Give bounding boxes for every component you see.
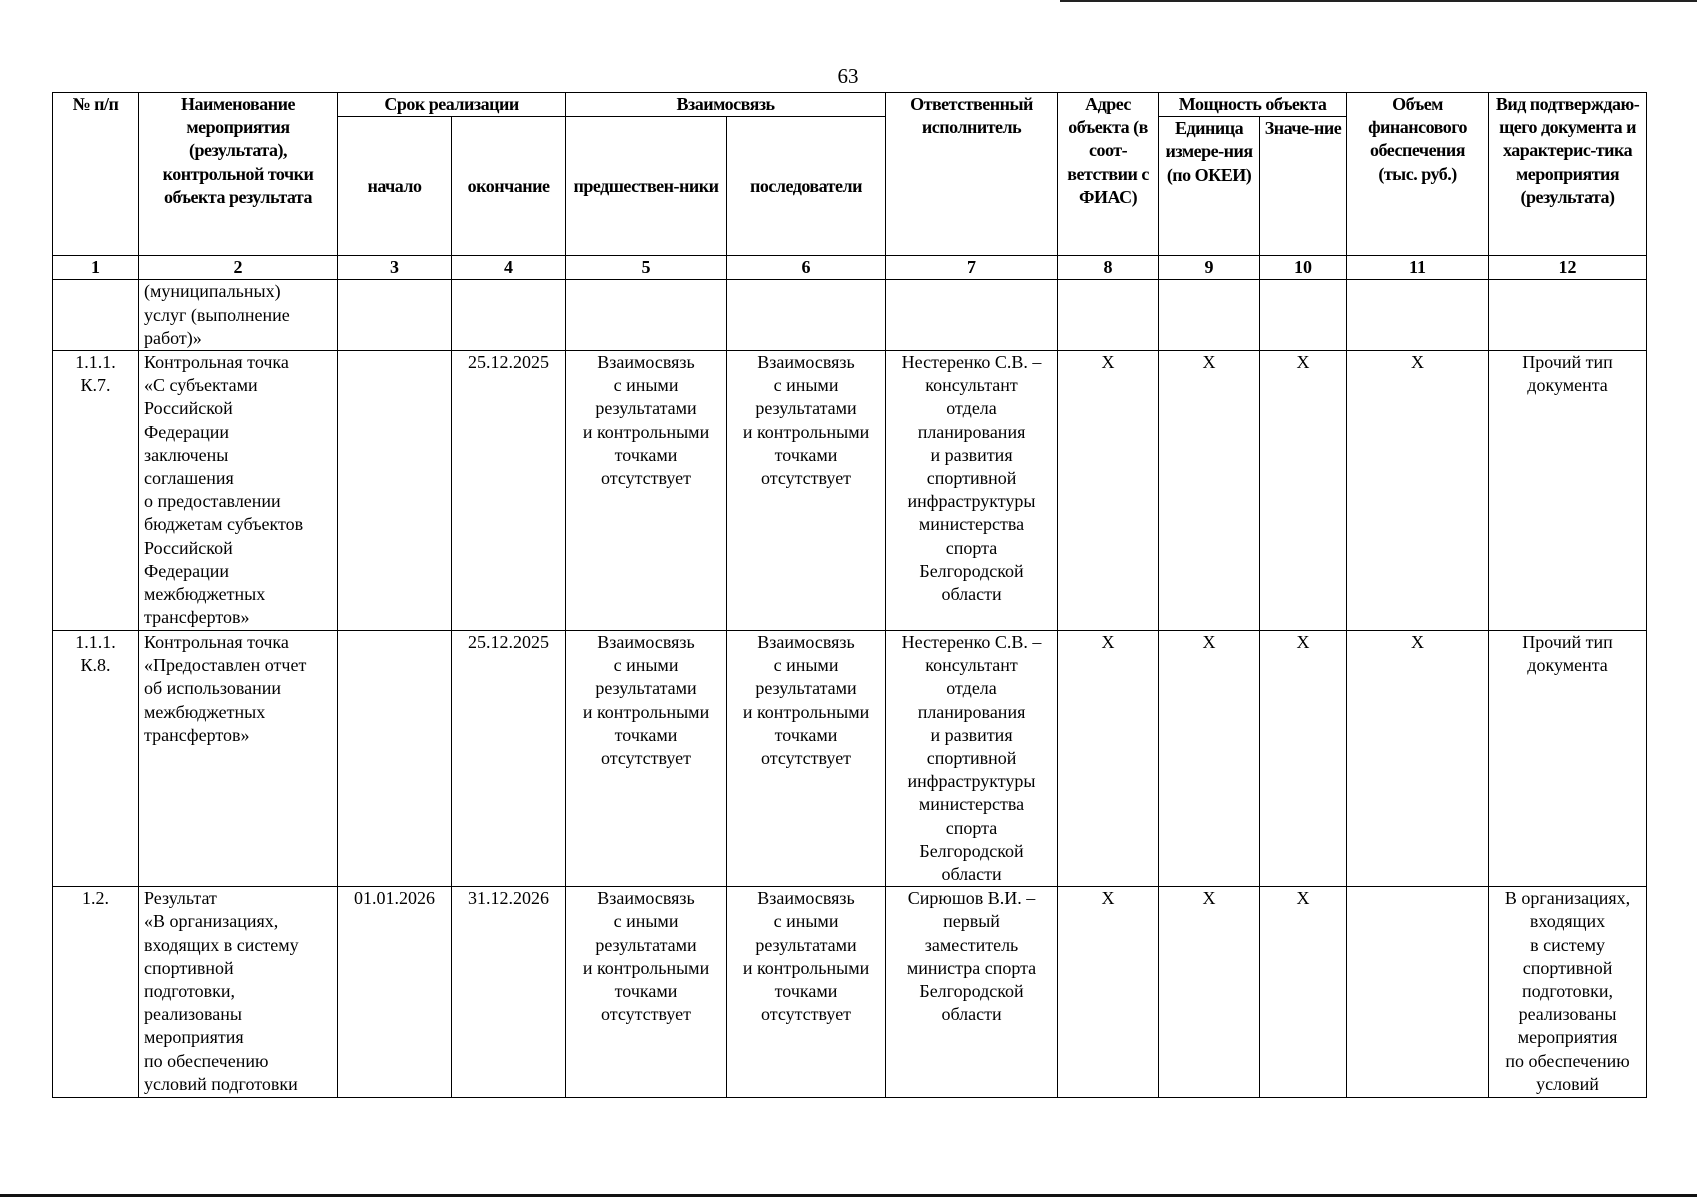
- row-finance: [1347, 280, 1489, 351]
- row-name: Контрольная точка «С субъектами Российской Федерации заключены соглашения о предоставлении бюджетам субъектов Российской Федерации межбюджетных трансфертов»: [139, 351, 338, 631]
- row-name: Контрольная точка «Предоставлен отчет об использовании межбюджетных трансфертов»: [139, 631, 338, 887]
- header-doc-type: Вид подтверждаю-щего документа и характерис-тика мероприятия (результата): [1489, 93, 1647, 256]
- row-unit: Х: [1159, 631, 1260, 887]
- header-term-end: окончание: [452, 117, 566, 256]
- table-row: [53, 280, 1647, 351]
- row-end: 25.12.2025: [452, 351, 566, 631]
- row-responsible: Сирюшов В.И. – первый заместитель министра спорта Белгородской области: [886, 887, 1058, 1098]
- row-end: 25.12.2025: [452, 631, 566, 887]
- column-number: 6: [727, 256, 886, 280]
- column-numbers-row: [53, 256, 1647, 280]
- header-link: Взаимосвязь: [566, 93, 886, 117]
- event-plan-table: [52, 92, 1647, 1098]
- column-number: 8: [1058, 256, 1159, 280]
- column-number: 10: [1260, 256, 1347, 280]
- row-unit: Х: [1159, 351, 1260, 631]
- column-number: 3: [338, 256, 452, 280]
- row-name: Результат «В организациях, входящих в систему спортивной подготовки, реализованы мероприятия по обеспечению условий подготовки: [139, 887, 338, 1098]
- row-succ: [727, 280, 886, 351]
- row-num: [53, 280, 139, 351]
- row-pred: Взаимосвязь с иными результатами и контрольными точками отсутствует: [566, 631, 727, 887]
- row-num: 1.1.1. К.7.: [53, 351, 139, 631]
- top-rule: [1060, 0, 1697, 2]
- row-doc: В организациях, входящих в систему спортивной подготовки, реализованы мероприятия по обеспечению условий: [1489, 887, 1647, 1098]
- header-unit: Единица измере-ния (по ОКЕИ): [1159, 117, 1260, 256]
- row-value: [1260, 280, 1347, 351]
- row-num: 1.1.1. К.8.: [53, 631, 139, 887]
- page-number: 63: [837, 64, 859, 88]
- row-name: (муниципальных) услуг (выполнение работ)»: [139, 280, 338, 351]
- row-succ: Взаимосвязь с иными результатами и контрольными точками отсутствует: [727, 887, 886, 1098]
- column-number: 4: [452, 256, 566, 280]
- row-succ: Взаимосвязь с иными результатами и контрольными точками отсутствует: [727, 631, 886, 887]
- table-row: [53, 887, 1647, 1098]
- row-unit: [1159, 280, 1260, 351]
- column-number: 11: [1347, 256, 1489, 280]
- table-row: [53, 631, 1647, 887]
- header-term-start: начало: [338, 117, 452, 256]
- row-address: Х: [1058, 887, 1159, 1098]
- column-number: 7: [886, 256, 1058, 280]
- row-doc: Прочий тип документа: [1489, 631, 1647, 887]
- header-term: Срок реализации: [338, 93, 566, 117]
- row-value: Х: [1260, 887, 1347, 1098]
- row-doc: Прочий тип документа: [1489, 351, 1647, 631]
- row-value: Х: [1260, 351, 1347, 631]
- row-responsible: Нестеренко С.В. – консультант отдела планирования и развития спортивной инфраструктуры министерства спорта Белгородской области: [886, 351, 1058, 631]
- header-name: Наименование мероприятия (результата), контрольной точки объекта результата: [139, 93, 338, 256]
- row-start: 01.01.2026: [338, 887, 452, 1098]
- row-num: 1.2.: [53, 887, 139, 1098]
- row-address: [1058, 280, 1159, 351]
- table-row: [53, 351, 1647, 631]
- header-value: Значе-ние: [1260, 117, 1347, 256]
- row-pred: [566, 280, 727, 351]
- row-pred: Взаимосвязь с иными результатами и контрольными точками отсутствует: [566, 351, 727, 631]
- column-number: 12: [1489, 256, 1647, 280]
- row-address: Х: [1058, 351, 1159, 631]
- row-address: Х: [1058, 631, 1159, 887]
- bottom-rule: [0, 1194, 1697, 1197]
- row-end: [452, 280, 566, 351]
- header-link-pred: предшествен-ники: [566, 117, 727, 256]
- row-start: [338, 351, 452, 631]
- row-finance: [1347, 887, 1489, 1098]
- row-value: Х: [1260, 631, 1347, 887]
- row-pred: Взаимосвязь с иными результатами и контрольными точками отсутствует: [566, 887, 727, 1098]
- column-number: 9: [1159, 256, 1260, 280]
- row-start: [338, 631, 452, 887]
- header-link-succ: последователи: [727, 117, 886, 256]
- row-unit: Х: [1159, 887, 1260, 1098]
- column-number: 2: [139, 256, 338, 280]
- header-num: № п/п: [53, 93, 139, 256]
- column-number: 5: [566, 256, 727, 280]
- row-succ: Взаимосвязь с иными результатами и контрольными точками отсутствует: [727, 351, 886, 631]
- row-finance: Х: [1347, 351, 1489, 631]
- header-responsible: Ответственный исполнитель: [886, 93, 1058, 256]
- row-doc: [1489, 280, 1647, 351]
- row-responsible: [886, 280, 1058, 351]
- row-start: [338, 280, 452, 351]
- header-finance: Объем финансового обеспечения (тыс. руб.): [1347, 93, 1489, 256]
- row-responsible: Нестеренко С.В. – консультант отдела планирования и развития спортивной инфраструктуры министерства спорта Белгородской области: [886, 631, 1058, 887]
- row-end: 31.12.2026: [452, 887, 566, 1098]
- header-capacity: Мощность объекта: [1159, 93, 1347, 117]
- column-number: 1: [53, 256, 139, 280]
- row-finance: Х: [1347, 631, 1489, 887]
- header-address: Адрес объекта (в соот-ветствии с ФИАС): [1058, 93, 1159, 256]
